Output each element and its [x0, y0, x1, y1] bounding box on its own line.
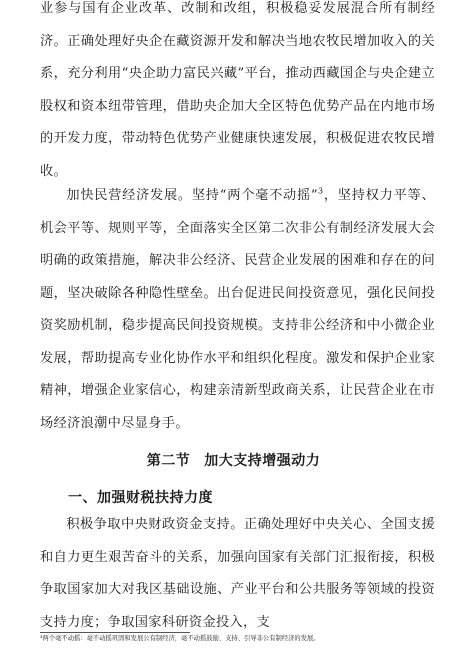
- body-paragraph-fiscal-support: 积极争取中央财政资金支持。正确处理好中央关心、全国支援和自力更生艰苦奋斗的关系，加强向国家有关部门汇报衔接，积极争取国家加大对我区基础设施、产业平台和公共服务等领域的投资支持力度；争取国家科研资金投入，支: [40, 517, 435, 630]
- paragraph-text-start: 加快民营经济发展。坚持“两个毫不动摇”: [66, 188, 318, 203]
- body-paragraph-state-enterprises: 业参与国有企业改革、改制和改组，积极稳妥发展混合所有制经济。正确处理好央企在藏资源开发和解决当地农牧民增加收入的关系，充分利用“央企助力富民兴藏”平台，推动西藏国企与央企建立股权和资本纽带管理，借助央企加大全区特色优势产品在内地市场的开发力度，带动特色优势产业健康快速发展，积极促进农牧民增收。: [40, 1, 435, 179]
- body-paragraph-private-economy: [40, 180, 435, 440]
- footnote-text: ³两个毫不动摇：毫不动摇巩固和发展公有制经济，毫不动摇鼓励、支持、引导非公有制经济的发展。: [40, 635, 320, 642]
- section-heading: [0, 450, 467, 470]
- subsection-heading: 一、加强财税扶持力度: [68, 490, 213, 506]
- section-number: 第二节: [146, 453, 191, 469]
- section-title: 加大支持增强动力: [204, 453, 321, 469]
- paragraph-text-rest: ，坚持权力平等、机会平等、规则平等，全面落实全区第二次非公有制经济发展大会明确的政策措施，解决非公经济、民营企业发展的困难和存在的问题，坚决破除各种隐性壁垒。出台促进民间投资意见，强化民间投资奖励机制，稳步提高民间投资规模。支持非公经济和中小微企业发展，帮助提高专业化协作水平和组织化程度。激发和保护企业家精神，增强企业家信心，构建亲清新型政商关系，让民营企业在市场经济浪潮中尽显身手。: [40, 188, 435, 431]
- footnote-reference[interactable]: 3: [318, 186, 324, 196]
- footnote-divider: [40, 632, 190, 633]
